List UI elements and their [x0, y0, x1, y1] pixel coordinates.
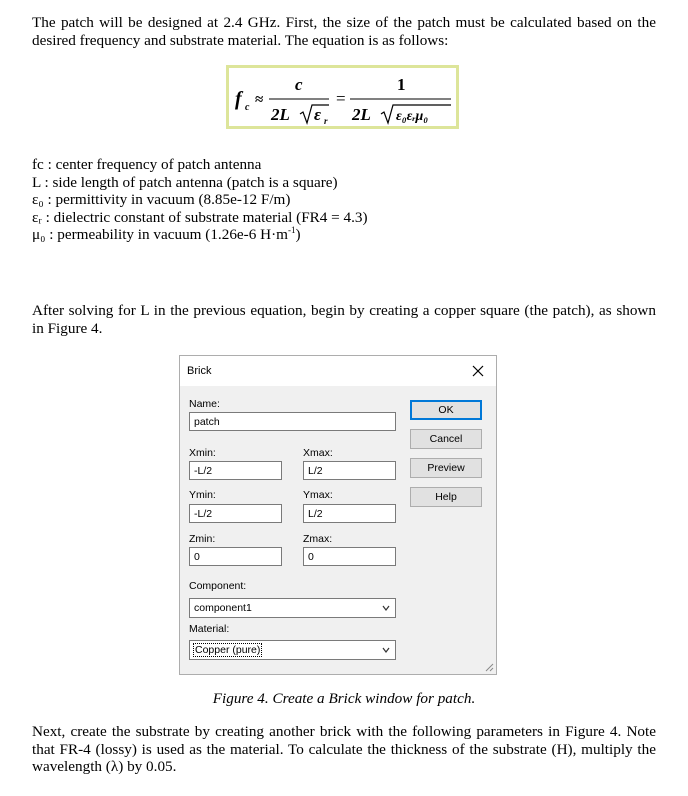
xmax-label: Xmax: — [303, 447, 333, 459]
formula-lhs: f — [235, 88, 242, 110]
zmin-field[interactable]: 0 — [189, 547, 282, 566]
ymax-label: Ymax: — [303, 489, 333, 501]
formula-sqrt-sub1: r — [324, 116, 328, 126]
material-value: Copper (pure) — [195, 644, 261, 656]
component-value: component1 — [194, 602, 252, 614]
next-paragraph: Next, create the substrate by creating another brick with the following parameters in Figure 4. Note that FR-4 (lossy) is used as the material. To calculate the thickness of the substrate (H), multiply the wavelength (λ) by 0.05. — [32, 723, 656, 775]
component-label: Component: — [189, 580, 247, 592]
intro-paragraph: The patch will be designed at 2.4 GHz. First, the size of the patch must be calculated based on the desired frequency and substrate material. The equation is as follows: — [32, 14, 656, 49]
material-label: Material: — [189, 623, 230, 635]
ymin-label: Ymin: — [189, 489, 216, 501]
chevron-down-icon — [381, 603, 391, 613]
name-label: Name: — [189, 398, 220, 410]
definition-l: L : side length of patch antenna (patch is a square) — [32, 173, 338, 191]
formula-sqrt-term2: ε₀εᵣμ₀ — [396, 109, 429, 124]
formula-den1: 2L — [271, 105, 290, 124]
definition-mu0 — [32, 226, 368, 244]
xmin-label: Xmin: — [189, 447, 216, 459]
formula-box — [226, 65, 459, 129]
definition-epsilon0: ε₀ : permittivity in vacuum (8.85e-12 F/m) — [32, 191, 291, 209]
cancel-button[interactable]: Cancel — [410, 429, 482, 449]
help-button[interactable]: Help — [410, 487, 482, 507]
zmax-label: Zmax: — [303, 533, 333, 545]
formula-equals: = — [336, 89, 346, 108]
formula-approx: ≈ — [255, 92, 264, 108]
zmin-label: Zmin: — [189, 533, 216, 545]
definition-mu0-exp: -1 — [287, 225, 296, 236]
formula-num1: c — [295, 75, 303, 94]
close-icon[interactable] — [466, 359, 490, 383]
definition-epsilonr: εᵣ : dielectric constant of substrate material (FR4 = 4.3) — [32, 208, 368, 226]
figure-caption: Figure 4. Create a Brick window for patch. — [212, 690, 476, 707]
formula-num2: 1 — [397, 75, 406, 94]
ymin-field[interactable]: -L/2 — [189, 504, 282, 523]
dialog-title: Brick — [187, 365, 212, 377]
definition-fc: fс : center frequency of patch antenna — [32, 156, 262, 173]
formula-den2: 2L — [352, 105, 371, 124]
xmax-field[interactable]: L/2 — [303, 461, 396, 480]
definitions-list — [32, 156, 368, 244]
zmax-field[interactable]: 0 — [303, 547, 396, 566]
formula-sqrt-term1: ε — [314, 105, 321, 124]
resize-grip-icon[interactable] — [484, 662, 494, 672]
definition-mu0-text: μ₀ : permeability in vacuum (1.26e-6 H·m — [32, 226, 288, 244]
ok-button[interactable]: OK — [410, 400, 482, 420]
name-field[interactable]: patch — [189, 412, 396, 431]
formula-lhs-sub: c — [245, 102, 250, 113]
solve-paragraph: After solving for L in the previous equation, begin by creating a copper square (the patch), as shown in Figure 4. — [32, 302, 656, 337]
ymax-field[interactable]: L/2 — [303, 504, 396, 523]
dialog-titlebar[interactable] — [180, 356, 496, 386]
chevron-down-icon — [381, 645, 391, 655]
component-select[interactable] — [189, 598, 396, 618]
preview-button[interactable]: Preview — [410, 458, 482, 478]
brick-dialog — [179, 355, 497, 675]
material-select[interactable] — [189, 640, 396, 660]
xmin-field[interactable]: -L/2 — [189, 461, 282, 480]
definition-mu0-end: ) — [295, 226, 301, 244]
formula-svg — [229, 68, 456, 126]
